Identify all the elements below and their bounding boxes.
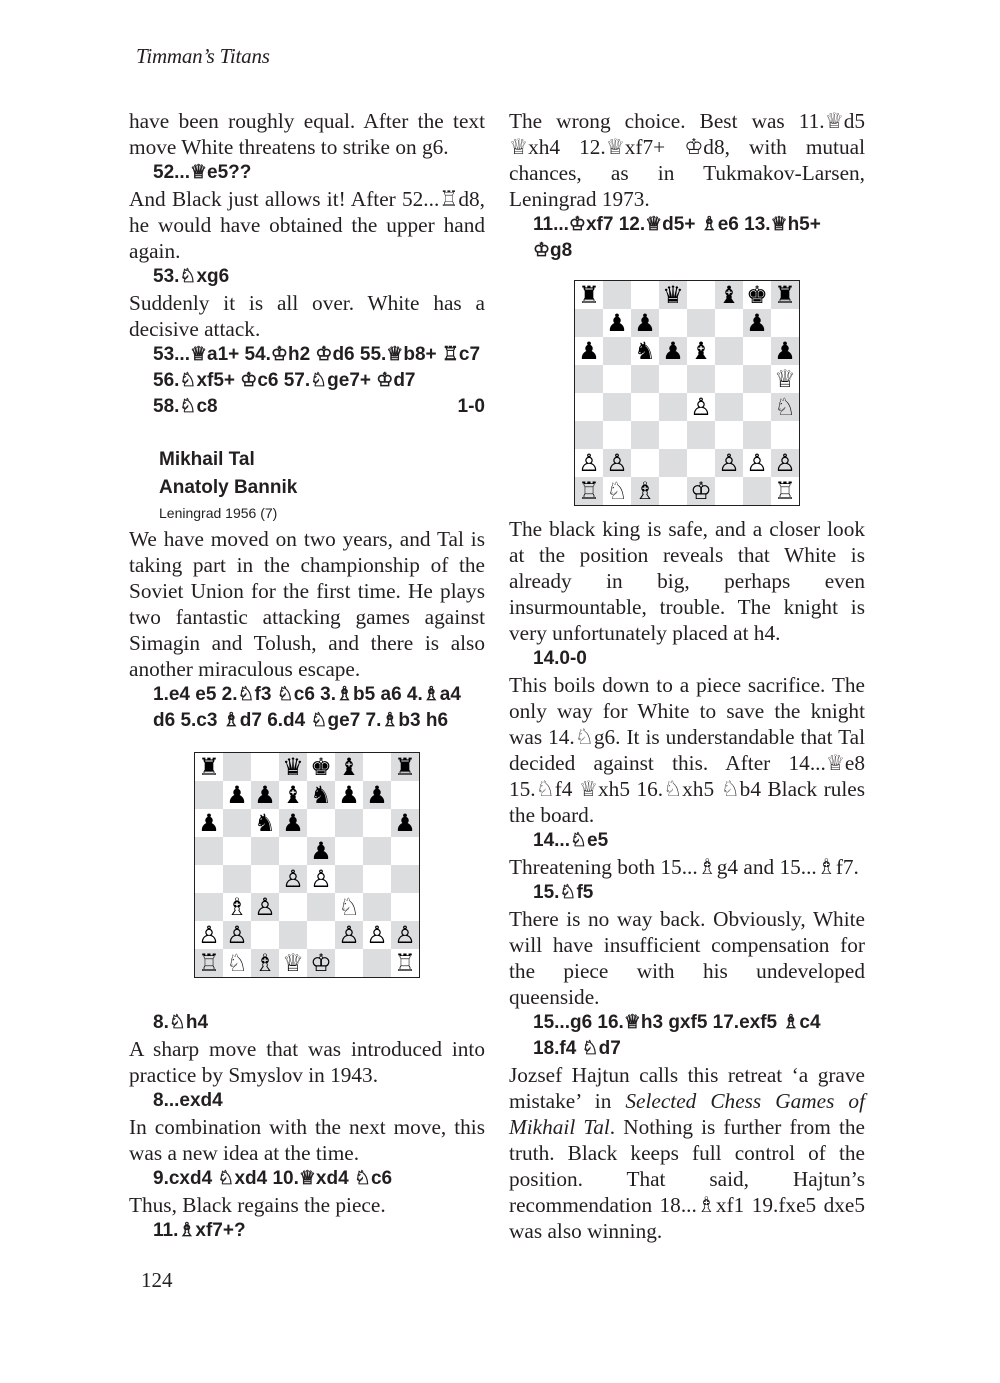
- chess-piece-square: ♕: [279, 949, 307, 977]
- chess-square: [307, 893, 335, 921]
- chess-square: [223, 809, 251, 837]
- paragraph-text: Jozsef Hajtun calls this retreat ‘a grave mistake’ in: [509, 1063, 865, 1113]
- chess-square: [307, 921, 335, 949]
- chess-square: [659, 365, 687, 393]
- move-line: 1.e4 e5 2.♘f3 ♘c6 3.♗b5 a6 4.♗a4 d6 5.c3 ♗d7 6.d4 ♘ge7 7.♗b3 h6: [153, 684, 461, 731]
- chess-square: [279, 921, 307, 949]
- chess-square: [363, 865, 391, 893]
- chess-square: [279, 893, 307, 921]
- chess-piece-square: ♗: [631, 477, 659, 505]
- chess-square: [631, 281, 659, 309]
- paragraph: This boils down to a piece sacrifice. The only way for White to save the knight was 14.♘g6. It is understandable that Tal decided against this. After 14...♕e8 15.♘f4 ♕xh5 16.♘xh5 ♘b4 Black rules the board.: [509, 673, 865, 827]
- chess-piece-square: ♕: [771, 365, 799, 393]
- chess-square: [603, 281, 631, 309]
- chess-square: [743, 421, 771, 449]
- chess-piece-square: ♘: [223, 949, 251, 977]
- move-line: 14.0-0: [533, 648, 587, 669]
- chess-square: [363, 809, 391, 837]
- chess-square: [659, 309, 687, 337]
- chess-square: [743, 393, 771, 421]
- game-result: 1-0: [457, 396, 485, 417]
- chess-piece-square: ♘: [603, 477, 631, 505]
- chess-piece-square: ♚: [743, 281, 771, 309]
- chess-piece-square: ♟: [195, 809, 223, 837]
- chess-square: [659, 449, 687, 477]
- chess-square: [687, 309, 715, 337]
- chess-square: [223, 865, 251, 893]
- chess-piece-square: ♛: [659, 281, 687, 309]
- chess-piece-square: ♙: [279, 865, 307, 893]
- chess-square: [195, 865, 223, 893]
- chess-square: [575, 365, 603, 393]
- move-line: 15.♘f5: [533, 882, 594, 903]
- game-event: Leningrad 1956 (7): [159, 505, 278, 521]
- paragraph: The wrong choice. Best was 11.♕d5 ♕xh4 12.♕xf7+ ♔d8, with mutual chances, as in Tukmakov-Larsen, Leningrad 1973.: [509, 109, 865, 211]
- chess-piece-square: ♝: [335, 753, 363, 781]
- move-line: 52...♕e5??: [153, 162, 252, 183]
- chess-square: [251, 837, 279, 865]
- chess-piece-square: ♜: [771, 281, 799, 309]
- chess-piece-square: ♟: [363, 781, 391, 809]
- chess-diagram: [194, 752, 420, 978]
- move-line: 53.♘xg6: [153, 266, 230, 287]
- chess-square: [195, 893, 223, 921]
- chess-piece-square: ♙: [335, 921, 363, 949]
- chess-piece-square: ♙: [603, 449, 631, 477]
- chess-piece-square: ♟: [335, 781, 363, 809]
- chess-piece-square: ♞: [631, 337, 659, 365]
- move-line: 14...♘e5: [533, 830, 609, 851]
- chess-piece-square: ♝: [279, 781, 307, 809]
- chess-square: [631, 421, 659, 449]
- chess-piece-square: ♚: [307, 753, 335, 781]
- chess-piece-square: ♔: [687, 477, 715, 505]
- chess-square: [251, 921, 279, 949]
- chess-piece-square: ♟: [391, 809, 419, 837]
- chess-square: [687, 281, 715, 309]
- move-line: 15...g6 16.♕h3 gxf5 17.exf5 ♗c4 18.f4 ♘d7: [533, 1012, 821, 1059]
- chess-square: [687, 421, 715, 449]
- chess-square: [603, 421, 631, 449]
- chess-square: [715, 421, 743, 449]
- paragraph: There is no way back. Obviously, White will have insufficient compensation for the piece with his undeveloped queenside.: [509, 907, 865, 1009]
- chess-piece-square: ♟: [743, 309, 771, 337]
- chess-piece-square: ♔: [307, 949, 335, 977]
- move-line: 11.♗xf7+?: [153, 1220, 246, 1241]
- chess-piece-square: ♙: [391, 921, 419, 949]
- chess-piece-square: ♙: [195, 921, 223, 949]
- chess-square: [715, 393, 743, 421]
- chess-square: [335, 809, 363, 837]
- chess-square: [223, 837, 251, 865]
- chess-square: [659, 393, 687, 421]
- chess-piece-square: ♜: [195, 753, 223, 781]
- move-line: 9.cxd4 ♘xd4 10.♕xd4 ♘c6: [153, 1168, 393, 1189]
- chess-piece-square: ♟: [223, 781, 251, 809]
- paragraph: have been roughly equal. After the text move White threatens to strike on g6.: [129, 109, 485, 159]
- chess-square: [743, 337, 771, 365]
- chess-square: [631, 449, 659, 477]
- paragraph: [509, 1062, 865, 1244]
- paragraph: Thus, Black regains the piece.: [129, 1193, 386, 1217]
- chess-piece-square: ♖: [195, 949, 223, 977]
- chess-square: [307, 809, 335, 837]
- chess-square: [575, 393, 603, 421]
- chess-piece-square: ♟: [771, 337, 799, 365]
- black-player-name: Anatoly Bannik: [159, 477, 298, 498]
- chess-square: [335, 949, 363, 977]
- paragraph: Threatening both 15...♗g4 and 15...♗f7.: [509, 855, 859, 879]
- chess-piece-square: ♟: [251, 781, 279, 809]
- move-line: 11...♔xf7 12.♕d5+ ♗e6 13.♕h5+ ♔g8: [533, 214, 821, 261]
- chess-square: [279, 837, 307, 865]
- chess-square: [363, 753, 391, 781]
- chess-piece-square: ♘: [771, 393, 799, 421]
- chess-piece-square: ♙: [687, 393, 715, 421]
- chess-piece-square: ♝: [687, 337, 715, 365]
- white-player-name: Mikhail Tal: [159, 449, 255, 470]
- page-number: 124: [141, 1268, 173, 1292]
- chess-square: [391, 781, 419, 809]
- chess-piece-square: ♞: [307, 781, 335, 809]
- chess-square: [771, 421, 799, 449]
- chess-piece-square: ♟: [631, 309, 659, 337]
- chess-piece-square: ♖: [391, 949, 419, 977]
- chess-piece-square: ♙: [363, 921, 391, 949]
- chess-square: [603, 393, 631, 421]
- chess-piece-square: ♙: [743, 449, 771, 477]
- paragraph: The black king is safe, and a closer look at the position reveals that White is already in big, perhaps even insurmountable, trouble. The knight is very unfortunately placed at h4.: [509, 517, 865, 645]
- chess-piece-square: ♘: [335, 893, 363, 921]
- chess-square: [687, 449, 715, 477]
- chess-square: [251, 753, 279, 781]
- move-text: 53...♕a1+ 54.♔h2 ♔d6 55.♕b8+ ♖c7 56.♘xf5+ ♔c6 57.♘ge7+ ♔d7 58.♘c8: [153, 344, 481, 417]
- chess-square: [743, 477, 771, 505]
- chess-square: [251, 865, 279, 893]
- chess-square: [631, 365, 659, 393]
- chess-square: [659, 477, 687, 505]
- chess-piece-square: ♙: [771, 449, 799, 477]
- chess-piece-square: ♟: [575, 337, 603, 365]
- paragraph: In combination with the next move, this was a new idea at the time.: [129, 1115, 485, 1165]
- chess-square: [195, 837, 223, 865]
- book-title: Selected Chess Games of Mikhail Tal: [509, 1089, 865, 1139]
- chess-square: [715, 477, 743, 505]
- chess-piece-square: ♙: [251, 893, 279, 921]
- chess-piece-square: ♗: [223, 893, 251, 921]
- chess-square: [335, 837, 363, 865]
- chess-square: [363, 837, 391, 865]
- chess-square: [575, 309, 603, 337]
- chess-square: [575, 421, 603, 449]
- move-line: [129, 342, 485, 420]
- chess-square: [391, 837, 419, 865]
- paragraph: Suddenly it is all over. White has a decisive attack.: [129, 291, 485, 341]
- chess-piece-square: ♙: [307, 865, 335, 893]
- chess-square: [391, 893, 419, 921]
- chess-piece-square: ♞: [251, 809, 279, 837]
- right-column: [509, 108, 865, 1244]
- chess-square: [223, 753, 251, 781]
- chess-square: [603, 365, 631, 393]
- chess-square: [715, 365, 743, 393]
- paragraph-text: . Nothing is further from the truth. Black keeps full control of the position. That said, Hajtun’s recommendation 18...♗xf1 19.fxe5 dxe5 was also winning.: [509, 1115, 865, 1243]
- paragraph: And Black just allows it! After 52...♖d8, he would have obtained the upper hand again.: [129, 187, 485, 263]
- paragraph: We have moved on two years, and Tal is taking part in the championship of the Soviet Union for the first time. He plays two fantastic attacking games against Simagin and Tolush, and there is also another miraculous escape.: [129, 527, 485, 681]
- chess-square: [715, 337, 743, 365]
- move-line: 8.♘h4: [153, 1012, 209, 1033]
- chess-square: [195, 781, 223, 809]
- chess-square: [715, 309, 743, 337]
- chess-piece-square: ♖: [575, 477, 603, 505]
- chess-square: [603, 337, 631, 365]
- chess-piece-square: ♙: [223, 921, 251, 949]
- chess-piece-square: ♛: [279, 753, 307, 781]
- chess-piece-square: ♙: [715, 449, 743, 477]
- chess-square: [363, 893, 391, 921]
- chess-square: [771, 309, 799, 337]
- chess-square: [659, 421, 687, 449]
- chess-square: [631, 393, 659, 421]
- chess-square: [743, 365, 771, 393]
- chess-piece-square: ♝: [715, 281, 743, 309]
- chess-square: [363, 949, 391, 977]
- chess-square: [687, 365, 715, 393]
- chess-piece-square: ♟: [603, 309, 631, 337]
- move-line: 8...exd4: [153, 1090, 223, 1111]
- paragraph: A sharp move that was introduced into practice by Smyslov in 1943.: [129, 1037, 485, 1087]
- chess-piece-square: ♜: [391, 753, 419, 781]
- chess-piece-square: ♟: [279, 809, 307, 837]
- chess-piece-square: ♜: [575, 281, 603, 309]
- spacer: [129, 420, 485, 446]
- chess-piece-square: ♟: [659, 337, 687, 365]
- left-column: [129, 108, 485, 1244]
- chess-piece-square: ♟: [307, 837, 335, 865]
- chess-diagram: [574, 280, 800, 506]
- chess-piece-square: ♙: [575, 449, 603, 477]
- running-head: Timman’s Titans: [136, 44, 270, 68]
- chess-piece-square: ♗: [251, 949, 279, 977]
- chess-square: [335, 865, 363, 893]
- chess-square: [391, 865, 419, 893]
- chess-piece-square: ♖: [771, 477, 799, 505]
